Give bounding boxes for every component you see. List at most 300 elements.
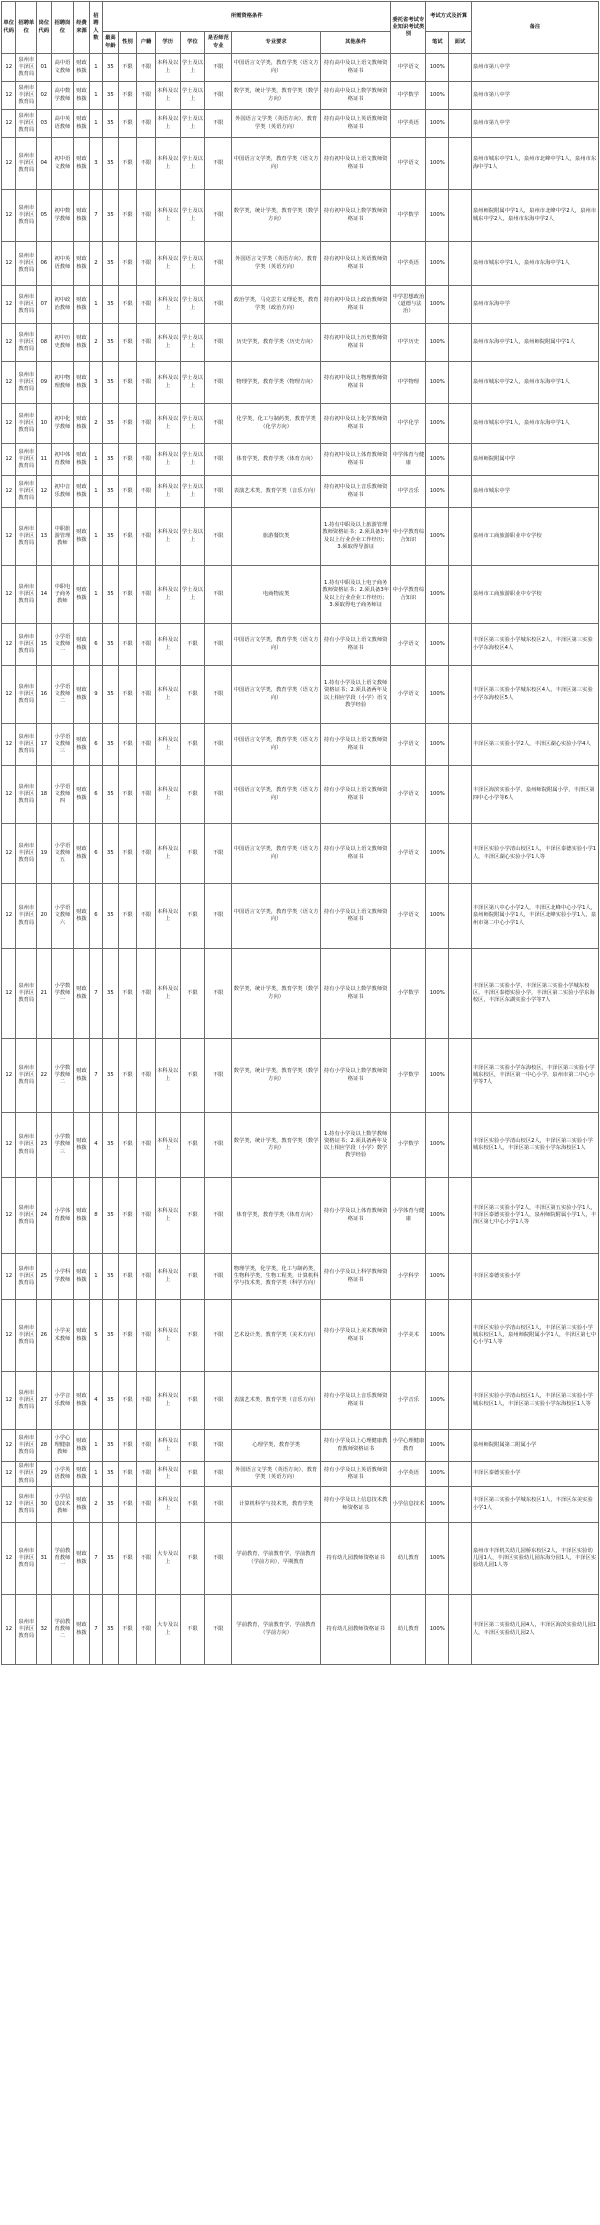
post-name-cell: 小学语文教师一 <box>51 624 74 666</box>
major-cell: 表演艺术类，教育学类（音乐方向） <box>232 1372 321 1430</box>
other-conditions-cell: 持有小学及以上数学教师资格证书 <box>321 949 391 1039</box>
exam-subject-cell: 中学数学 <box>391 190 426 242</box>
unit-name-cell: 泉州市丰泽区教育局 <box>16 1430 37 1462</box>
age-cell: 35 <box>103 138 118 190</box>
unit-code-cell: 12 <box>2 724 16 766</box>
normal-major-cell: 不限 <box>205 362 232 404</box>
education-cell: 本科及以上 <box>155 566 180 624</box>
header-exam-subject: 委托省考试专业知识考试类别 <box>391 2 426 54</box>
other-conditions-cell: 持有高中及以上语文教师资格证书 <box>321 54 391 82</box>
table-row <box>2 1462 599 1487</box>
normal-major-cell: 不限 <box>205 138 232 190</box>
education-cell: 本科及以上 <box>155 824 180 884</box>
exam-subject-cell: 小学语文 <box>391 884 426 949</box>
other-conditions-cell: 持有小学及以上语文教师资格证书 <box>321 624 391 666</box>
post-code-cell: 04 <box>37 138 51 190</box>
degree-cell: 不限 <box>180 1595 205 1665</box>
remarks-cell: 泉州市城东中学2人，泉州市东海中学1人 <box>471 362 598 404</box>
education-cell: 本科及以上 <box>155 884 180 949</box>
interview-ratio-cell <box>449 1178 472 1254</box>
unit-name-cell: 泉州市丰泽区教育局 <box>16 1487 37 1523</box>
exam-subject-cell: 中学英语 <box>391 110 426 138</box>
age-cell: 35 <box>103 404 118 444</box>
gender-cell: 不限 <box>118 508 137 566</box>
degree-cell: 学士及以上 <box>180 286 205 324</box>
degree-cell: 学士及以上 <box>180 242 205 286</box>
remarks-cell: 丰泽区第二实验小学东海校区，丰泽区第三实验小学城东校区，丰泽区第一中心小学，泉州市第二中心小学等7人 <box>471 1039 598 1113</box>
unit-name-cell: 泉州市丰泽区教育局 <box>16 190 37 242</box>
other-conditions-cell: 持有小学及以上音乐教师资格证书 <box>321 1372 391 1430</box>
post-name-cell: 学前教育教师二 <box>51 1595 74 1665</box>
post-code-cell: 11 <box>37 444 51 476</box>
written-ratio-cell: 100% <box>426 724 449 766</box>
unit-name-cell: 泉州市丰泽区教育局 <box>16 1462 37 1487</box>
major-cell: 中国语言文学类，教育学类（语文方向） <box>232 766 321 824</box>
written-ratio-cell: 100% <box>426 110 449 138</box>
funding-cell: 财政核拨 <box>74 476 89 508</box>
gender-cell: 不限 <box>118 362 137 404</box>
exam-subject-cell: 小学语文 <box>391 724 426 766</box>
unit-name-cell: 泉州市丰泽区教育局 <box>16 824 37 884</box>
remarks-cell: 泉州市城东中学1人，泉州市北峰中学1人，泉州市东海中学1人 <box>471 138 598 190</box>
written-ratio-cell: 100% <box>426 82 449 110</box>
unit-code-cell: 12 <box>2 476 16 508</box>
funding-cell: 财政核拨 <box>74 190 89 242</box>
unit-code-cell: 12 <box>2 54 16 82</box>
post-code-cell: 15 <box>37 624 51 666</box>
remarks-cell: 丰泽区第三实验小学城东校区2人，丰泽区第三实验小学东海校区4人 <box>471 624 598 666</box>
education-cell: 本科及以上 <box>155 110 180 138</box>
normal-major-cell: 不限 <box>205 242 232 286</box>
header-other: 其他条件 <box>321 32 391 54</box>
exam-subject-cell: 小学数学 <box>391 1113 426 1178</box>
table-row <box>2 242 599 286</box>
table-body <box>2 54 599 1665</box>
count-cell: 1 <box>89 1254 102 1300</box>
exam-subject-cell: 小学英语 <box>391 1462 426 1487</box>
unit-code-cell: 12 <box>2 286 16 324</box>
funding-cell: 财政核拨 <box>74 724 89 766</box>
exam-subject-cell: 小学语文 <box>391 666 426 724</box>
education-cell: 本科及以上 <box>155 1113 180 1178</box>
unit-code-cell: 12 <box>2 566 16 624</box>
written-ratio-cell: 100% <box>426 1300 449 1372</box>
post-code-cell: 05 <box>37 190 51 242</box>
table-row <box>2 884 599 949</box>
normal-major-cell: 不限 <box>205 54 232 82</box>
unit-name-cell: 泉州市丰泽区教育局 <box>16 138 37 190</box>
header-count: 招聘人数 <box>89 2 102 54</box>
count-cell: 5 <box>89 1300 102 1372</box>
gender-cell: 不限 <box>118 666 137 724</box>
post-name-cell: 小学数学教师一 <box>51 949 74 1039</box>
other-conditions-cell: 持有初中及以上物理教师资格证书 <box>321 362 391 404</box>
exam-subject-cell: 中学英语 <box>391 242 426 286</box>
hukou-cell: 不限 <box>137 82 156 110</box>
degree-cell: 不限 <box>180 1523 205 1595</box>
funding-cell: 财政核拨 <box>74 138 89 190</box>
table-row <box>2 324 599 362</box>
count-cell: 2 <box>89 324 102 362</box>
written-ratio-cell: 100% <box>426 404 449 444</box>
gender-cell: 不限 <box>118 476 137 508</box>
education-cell: 本科及以上 <box>155 138 180 190</box>
count-cell: 3 <box>89 138 102 190</box>
unit-name-cell: 泉州市丰泽区教育局 <box>16 362 37 404</box>
post-code-cell: 12 <box>37 476 51 508</box>
table-row <box>2 1430 599 1462</box>
table-row <box>2 1178 599 1254</box>
count-cell: 4 <box>89 1113 102 1178</box>
remarks-cell: 泉州市工商旅游职业中专学校 <box>471 508 598 566</box>
post-name-cell: 初中物理教师 <box>51 362 74 404</box>
header-remarks: 备注 <box>471 2 598 54</box>
other-conditions-cell: 持有初中及以上化学教师资格证书 <box>321 404 391 444</box>
header-funding: 经费来源 <box>74 2 89 54</box>
interview-ratio-cell <box>449 1430 472 1462</box>
degree-cell: 不限 <box>180 1113 205 1178</box>
education-cell: 本科及以上 <box>155 404 180 444</box>
unit-code-cell: 12 <box>2 949 16 1039</box>
funding-cell: 财政核拨 <box>74 362 89 404</box>
funding-cell: 财政核拨 <box>74 624 89 666</box>
exam-subject-cell: 小学数学 <box>391 1039 426 1113</box>
normal-major-cell: 不限 <box>205 286 232 324</box>
written-ratio-cell: 100% <box>426 444 449 476</box>
exam-subject-cell: 中学物理 <box>391 362 426 404</box>
written-ratio-cell: 100% <box>426 884 449 949</box>
major-cell: 电商物流类 <box>232 566 321 624</box>
table-row <box>2 666 599 724</box>
unit-code-cell: 12 <box>2 1523 16 1595</box>
age-cell: 35 <box>103 362 118 404</box>
normal-major-cell: 不限 <box>205 624 232 666</box>
unit-name-cell: 泉州市丰泽区教育局 <box>16 1595 37 1665</box>
count-cell: 6 <box>89 766 102 824</box>
exam-subject-cell: 小学语文 <box>391 624 426 666</box>
unit-name-cell: 泉州市丰泽区教育局 <box>16 1178 37 1254</box>
gender-cell: 不限 <box>118 54 137 82</box>
header-major: 专业要求 <box>232 32 321 54</box>
gender-cell: 不限 <box>118 1523 137 1595</box>
unit-code-cell: 12 <box>2 884 16 949</box>
unit-code-cell: 12 <box>2 1430 16 1462</box>
written-ratio-cell: 100% <box>426 54 449 82</box>
header-interview: 面试 <box>449 32 472 54</box>
degree-cell: 学士及以上 <box>180 110 205 138</box>
degree-cell: 学士及以上 <box>180 324 205 362</box>
count-cell: 7 <box>89 1039 102 1113</box>
normal-major-cell: 不限 <box>205 508 232 566</box>
other-conditions-cell: 持有初中及以上历史教师资格证书 <box>321 324 391 362</box>
normal-major-cell: 不限 <box>205 1178 232 1254</box>
hukou-cell: 不限 <box>137 1487 156 1523</box>
degree-cell: 不限 <box>180 1039 205 1113</box>
degree-cell: 学士及以上 <box>180 54 205 82</box>
header-unit-code: 单位代码 <box>2 2 16 54</box>
age-cell: 35 <box>103 1372 118 1430</box>
unit-code-cell: 12 <box>2 1254 16 1300</box>
post-name-cell: 小学体育教师 <box>51 1178 74 1254</box>
funding-cell: 财政核拨 <box>74 82 89 110</box>
hukou-cell: 不限 <box>137 1178 156 1254</box>
normal-major-cell: 不限 <box>205 476 232 508</box>
normal-major-cell: 不限 <box>205 666 232 724</box>
exam-subject-cell: 小学数学 <box>391 949 426 1039</box>
interview-ratio-cell <box>449 404 472 444</box>
header-education: 学历 <box>155 32 180 54</box>
age-cell: 35 <box>103 54 118 82</box>
funding-cell: 财政核拨 <box>74 1300 89 1372</box>
gender-cell: 不限 <box>118 1254 137 1300</box>
normal-major-cell: 不限 <box>205 444 232 476</box>
unit-code-cell: 12 <box>2 444 16 476</box>
post-name-cell: 初中体育教师 <box>51 444 74 476</box>
exam-subject-cell: 小学语文 <box>391 824 426 884</box>
unit-name-cell: 泉州市丰泽区教育局 <box>16 444 37 476</box>
age-cell: 35 <box>103 476 118 508</box>
interview-ratio-cell <box>449 1372 472 1430</box>
major-cell: 表演艺术类，教育学类（音乐方向） <box>232 476 321 508</box>
unit-code-cell: 12 <box>2 1039 16 1113</box>
funding-cell: 财政核拨 <box>74 110 89 138</box>
other-conditions-cell: 持有小学及以上美术教师资格证书 <box>321 1300 391 1372</box>
education-cell: 本科及以上 <box>155 242 180 286</box>
degree-cell: 学士及以上 <box>180 404 205 444</box>
normal-major-cell: 不限 <box>205 82 232 110</box>
gender-cell: 不限 <box>118 444 137 476</box>
table-row <box>2 362 599 404</box>
table-row <box>2 724 599 766</box>
degree-cell: 不限 <box>180 949 205 1039</box>
normal-major-cell: 不限 <box>205 1430 232 1462</box>
gender-cell: 不限 <box>118 404 137 444</box>
major-cell: 心理学类，教育学类 <box>232 1430 321 1462</box>
table-row <box>2 110 599 138</box>
other-conditions-cell: 持有小学及以上英语教师资格证书 <box>321 1462 391 1487</box>
unit-code-cell: 12 <box>2 624 16 666</box>
count-cell: 2 <box>89 1487 102 1523</box>
written-ratio-cell: 100% <box>426 362 449 404</box>
age-cell: 35 <box>103 82 118 110</box>
exam-subject-cell: 小学心理健康教育 <box>391 1430 426 1462</box>
education-cell: 本科及以上 <box>155 949 180 1039</box>
count-cell: 7 <box>89 1595 102 1665</box>
unit-code-cell: 12 <box>2 1595 16 1665</box>
gender-cell: 不限 <box>118 1595 137 1665</box>
gender-cell: 不限 <box>118 1113 137 1178</box>
table-row <box>2 824 599 884</box>
age-cell: 35 <box>103 1254 118 1300</box>
exam-subject-cell: 中学体育与健康 <box>391 444 426 476</box>
other-conditions-cell: 1.持有小学及以上数学教师资格证书；2.须具备两年及以上相应学段（小学）数学教学经验 <box>321 1113 391 1178</box>
header-normal-major: 是否师范专业 <box>205 32 232 54</box>
post-name-cell: 小学信息技术教师 <box>51 1487 74 1523</box>
education-cell: 本科及以上 <box>155 362 180 404</box>
hukou-cell: 不限 <box>137 1372 156 1430</box>
written-ratio-cell: 100% <box>426 1178 449 1254</box>
written-ratio-cell: 100% <box>426 324 449 362</box>
header-exam-method: 考试方式及折算 <box>426 2 471 32</box>
remarks-cell: 泉州市城东中学1人，泉州市东海中学1人 <box>471 404 598 444</box>
remarks-cell: 丰泽区实验小学清山校区2人，丰泽区第三实验小学城东校区1人，丰泽区第三实验小学东海校区1人 <box>471 1113 598 1178</box>
interview-ratio-cell <box>449 566 472 624</box>
post-code-cell: 22 <box>37 1039 51 1113</box>
interview-ratio-cell <box>449 1523 472 1595</box>
degree-cell: 学士及以上 <box>180 362 205 404</box>
count-cell: 7 <box>89 190 102 242</box>
post-code-cell: 27 <box>37 1372 51 1430</box>
exam-subject-cell: 幼儿教育 <box>391 1523 426 1595</box>
count-cell: 3 <box>89 362 102 404</box>
unit-name-cell: 泉州市丰泽区教育局 <box>16 884 37 949</box>
remarks-cell: 丰泽区泰德实验小学 <box>471 1462 598 1487</box>
degree-cell: 不限 <box>180 824 205 884</box>
hukou-cell: 不限 <box>137 824 156 884</box>
post-code-cell: 18 <box>37 766 51 824</box>
exam-subject-cell: 中学语文 <box>391 138 426 190</box>
major-cell: 政治学类，马克思主义理论类，教育学类（政治方向） <box>232 286 321 324</box>
gender-cell: 不限 <box>118 138 137 190</box>
table-row <box>2 1300 599 1372</box>
hukou-cell: 不限 <box>137 138 156 190</box>
post-code-cell: 23 <box>37 1113 51 1178</box>
gender-cell: 不限 <box>118 1300 137 1372</box>
written-ratio-cell: 100% <box>426 1372 449 1430</box>
post-name-cell: 学前教育教师一 <box>51 1523 74 1595</box>
post-name-cell: 小学语文教师五 <box>51 824 74 884</box>
unit-name-cell: 泉州市丰泽区教育局 <box>16 1523 37 1595</box>
degree-cell: 不限 <box>180 1300 205 1372</box>
count-cell: 4 <box>89 1372 102 1430</box>
interview-ratio-cell <box>449 190 472 242</box>
education-cell: 本科及以上 <box>155 1254 180 1300</box>
age-cell: 35 <box>103 242 118 286</box>
table-row <box>2 1595 599 1665</box>
table-row <box>2 444 599 476</box>
written-ratio-cell: 100% <box>426 1462 449 1487</box>
post-name-cell: 初中语文教师 <box>51 138 74 190</box>
other-conditions-cell: 持有初中及以上语文教师资格证书 <box>321 138 391 190</box>
normal-major-cell: 不限 <box>205 1039 232 1113</box>
written-ratio-cell: 100% <box>426 242 449 286</box>
gender-cell: 不限 <box>118 949 137 1039</box>
header-post-code: 岗位代码 <box>37 2 51 54</box>
age-cell: 35 <box>103 1595 118 1665</box>
table-row <box>2 766 599 824</box>
degree-cell: 学士及以上 <box>180 82 205 110</box>
written-ratio-cell: 100% <box>426 1430 449 1462</box>
count-cell: 2 <box>89 404 102 444</box>
funding-cell: 财政核拨 <box>74 508 89 566</box>
remarks-cell: 丰泽区第三实验小学2人，丰泽区湖心实验小学4人 <box>471 724 598 766</box>
header-unit-name: 招聘单位 <box>16 2 37 54</box>
education-cell: 本科及以上 <box>155 82 180 110</box>
remarks-cell: 泉州市第八中学 <box>471 82 598 110</box>
recruitment-table <box>1 1 599 1665</box>
education-cell: 本科及以上 <box>155 666 180 724</box>
major-cell: 化学类，化工与制药类，教育学类（化学方向） <box>232 404 321 444</box>
written-ratio-cell: 100% <box>426 1039 449 1113</box>
table-row <box>2 566 599 624</box>
count-cell: 1 <box>89 1462 102 1487</box>
written-ratio-cell: 100% <box>426 1254 449 1300</box>
post-code-cell: 10 <box>37 404 51 444</box>
degree-cell: 不限 <box>180 1487 205 1523</box>
funding-cell: 财政核拨 <box>74 1487 89 1523</box>
remarks-cell: 泉州市第八中学 <box>471 54 598 82</box>
hukou-cell: 不限 <box>137 1430 156 1462</box>
remarks-cell: 丰泽区第八中心小学2人，丰泽区北峰中心小学1人，泉州师院附属小学1人，丰泽区北峰实验小学1人，泉州市第二中心小学1人 <box>471 884 598 949</box>
table-row <box>2 949 599 1039</box>
post-code-cell: 25 <box>37 1254 51 1300</box>
interview-ratio-cell <box>449 1487 472 1523</box>
interview-ratio-cell <box>449 54 472 82</box>
degree-cell: 不限 <box>180 1430 205 1462</box>
education-cell: 本科及以上 <box>155 508 180 566</box>
remarks-cell: 泉州市东海中学1人，泉州师院附属中学1人 <box>471 324 598 362</box>
unit-name-cell: 泉州市丰泽区教育局 <box>16 1039 37 1113</box>
other-conditions-cell: 持有高中及以上英语教师资格证书 <box>321 110 391 138</box>
remarks-cell: 泉州师院附属第二附属小学 <box>471 1430 598 1462</box>
post-name-cell: 初中数学教师 <box>51 190 74 242</box>
gender-cell: 不限 <box>118 110 137 138</box>
age-cell: 35 <box>103 286 118 324</box>
post-name-cell: 小学音乐教师 <box>51 1372 74 1430</box>
remarks-cell: 丰泽区泰德实验小学 <box>471 1254 598 1300</box>
degree-cell: 学士及以上 <box>180 190 205 242</box>
remarks-cell: 泉州市第九中学 <box>471 110 598 138</box>
post-code-cell: 24 <box>37 1178 51 1254</box>
unit-code-cell: 12 <box>2 1462 16 1487</box>
count-cell: 1 <box>89 82 102 110</box>
interview-ratio-cell <box>449 624 472 666</box>
written-ratio-cell: 100% <box>426 624 449 666</box>
other-conditions-cell: 持有幼儿园教师资格证书 <box>321 1523 391 1595</box>
age-cell: 35 <box>103 624 118 666</box>
normal-major-cell: 不限 <box>205 949 232 1039</box>
unit-code-cell: 12 <box>2 242 16 286</box>
normal-major-cell: 不限 <box>205 1372 232 1430</box>
age-cell: 35 <box>103 949 118 1039</box>
count-cell: 1 <box>89 566 102 624</box>
age-cell: 35 <box>103 1039 118 1113</box>
table-row <box>2 404 599 444</box>
funding-cell: 财政核拨 <box>74 666 89 724</box>
unit-code-cell: 12 <box>2 324 16 362</box>
interview-ratio-cell <box>449 1039 472 1113</box>
other-conditions-cell: 持有初中及以上英语教师资格证书 <box>321 242 391 286</box>
post-code-cell: 06 <box>37 242 51 286</box>
hukou-cell: 不限 <box>137 476 156 508</box>
post-code-cell: 03 <box>37 110 51 138</box>
post-code-cell: 26 <box>37 1300 51 1372</box>
post-name-cell: 小学美术教师 <box>51 1300 74 1372</box>
unit-name-cell: 泉州市丰泽区教育局 <box>16 1300 37 1372</box>
normal-major-cell: 不限 <box>205 110 232 138</box>
education-cell: 本科及以上 <box>155 190 180 242</box>
age-cell: 35 <box>103 566 118 624</box>
header-hukou: 户籍 <box>137 32 156 54</box>
age-cell: 35 <box>103 1523 118 1595</box>
hukou-cell: 不限 <box>137 624 156 666</box>
header-post-name: 招聘岗位 <box>51 2 74 54</box>
unit-name-cell: 泉州市丰泽区教育局 <box>16 476 37 508</box>
post-code-cell: 28 <box>37 1430 51 1462</box>
unit-code-cell: 12 <box>2 190 16 242</box>
major-cell: 物理学类，化学类，化工与制药类，生物科学类，生物工程类，计算机科学与技术类，教育学类（科学方向） <box>232 1254 321 1300</box>
header-age: 最高年龄 <box>103 32 118 54</box>
